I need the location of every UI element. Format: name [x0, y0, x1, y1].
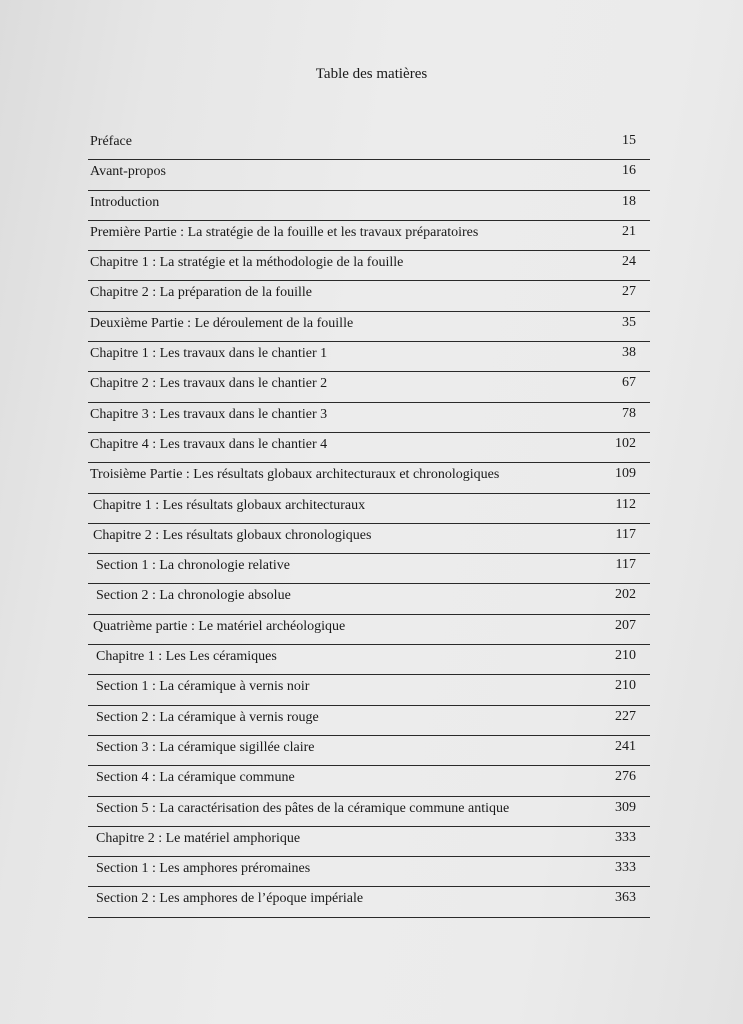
toc-entry-label: Chapitre 2 : Le matériel amphorique — [96, 830, 301, 846]
toc-row — [88, 281, 650, 311]
toc-page-number: 16 — [622, 163, 636, 179]
toc-page-number: 27 — [622, 284, 636, 300]
toc-entry-label: Chapitre 2 : Les travaux dans le chantier 2 — [90, 376, 328, 392]
toc-row — [88, 312, 650, 342]
toc-page-number: 210 — [615, 648, 636, 664]
toc-page-number: 18 — [622, 193, 636, 209]
toc-page-number: 202 — [615, 587, 636, 603]
toc-row — [88, 524, 650, 554]
toc-entry-label: Section 2 : Les amphores de l’époque impériale — [96, 891, 364, 907]
toc-entry-label: Quatrième partie : Le matériel archéologique — [93, 618, 346, 634]
toc-entry-label: Chapitre 1 : Les travaux dans le chantier 1 — [90, 346, 328, 362]
toc-row — [88, 372, 650, 402]
toc-page-number: 207 — [615, 617, 636, 633]
toc-entry-label: Section 1 : La céramique à vernis noir — [96, 679, 310, 695]
toc-page-number: 15 — [622, 133, 636, 148]
toc-entry-label: Chapitre 1 : La stratégie et la méthodologie de la fouille — [90, 255, 404, 271]
toc-row — [88, 494, 650, 524]
toc-page-number: 276 — [615, 769, 636, 785]
toc-entry-label: Introduction — [90, 194, 160, 210]
toc-entry-label: Chapitre 4 : Les travaux dans le chantier 4 — [90, 436, 328, 452]
toc-page-number: 35 — [622, 314, 636, 330]
toc-row — [88, 554, 650, 584]
toc-entry-label: Première Partie : La stratégie de la fouille et les travaux préparatoires — [90, 224, 479, 240]
toc-page-number: 210 — [615, 678, 636, 694]
toc-page-number: 241 — [615, 738, 636, 754]
toc-entry-label: Deuxième Partie : Le déroulement de la fouille — [90, 315, 354, 331]
toc-entry-label: Chapitre 2 : Les résultats globaux chronologiques — [93, 527, 372, 543]
toc-page-number: 333 — [615, 860, 636, 876]
toc-entry-label: Section 1 : Les amphores préromaines — [96, 861, 311, 877]
toc-entry-label: Chapitre 3 : Les travaux dans le chantier 3 — [90, 406, 328, 422]
toc-row — [88, 766, 650, 796]
toc-page-number: 78 — [622, 405, 636, 421]
toc-page-number: 227 — [615, 708, 636, 724]
toc-row — [88, 645, 650, 675]
toc-entry-label: Avant-propos — [90, 164, 166, 180]
toc-row — [88, 827, 650, 857]
toc-entry-label: Préface — [90, 134, 132, 149]
toc-page-number: 24 — [622, 254, 636, 270]
toc-row — [88, 615, 650, 645]
toc-row — [88, 857, 650, 887]
toc-page-number: 38 — [622, 345, 636, 361]
toc-entry-label: Section 5 : La caractérisation des pâtes de la céramique commune antique — [96, 800, 510, 816]
toc-row — [88, 675, 650, 705]
toc-entry-label: Section 2 : La chronologie absolue — [96, 588, 291, 604]
toc-page-number: 67 — [622, 375, 636, 391]
toc-entry-label: Section 4 : La céramique commune — [96, 770, 295, 786]
toc-page-number: 333 — [615, 829, 636, 845]
toc-row — [88, 342, 650, 372]
toc-row — [88, 221, 650, 251]
toc-entry-label: Section 2 : La céramique à vernis rouge — [96, 709, 319, 725]
toc-entry-label: Section 3 : La céramique sigillée claire — [96, 739, 315, 755]
toc-page-number: 117 — [615, 526, 636, 542]
toc-entry-label: Chapitre 1 : Les Les céramiques — [96, 649, 277, 665]
toc-row — [88, 433, 650, 463]
toc-page-number: 112 — [615, 496, 636, 512]
toc-page-number: 117 — [615, 557, 636, 573]
toc-row — [88, 887, 650, 917]
toc-row — [88, 160, 650, 190]
toc-row — [88, 191, 650, 221]
toc-row — [88, 736, 650, 766]
toc-page-number: 309 — [615, 799, 636, 815]
toc-page-number: 21 — [622, 223, 636, 239]
toc-row — [88, 403, 650, 433]
toc-row — [88, 251, 650, 281]
toc-entry-label: Chapitre 2 : La préparation de la fouille — [90, 285, 312, 301]
toc-row — [88, 706, 650, 736]
toc-row — [88, 463, 650, 493]
toc-page-number: 363 — [615, 890, 636, 906]
toc-row — [88, 797, 650, 827]
table-of-contents — [88, 130, 650, 918]
toc-page-number: 109 — [615, 466, 636, 482]
toc-entry-label: Troisième Partie : Les résultats globaux architecturaux et chronologiques — [90, 467, 500, 483]
toc-row — [88, 584, 650, 614]
toc-entry-label: Chapitre 1 : Les résultats globaux architecturaux — [93, 497, 366, 513]
toc-row — [88, 130, 650, 160]
page-title: Table des matières — [315, 66, 428, 82]
toc-entry-label: Section 1 : La chronologie relative — [96, 558, 290, 574]
toc-page-number: 102 — [615, 435, 636, 451]
